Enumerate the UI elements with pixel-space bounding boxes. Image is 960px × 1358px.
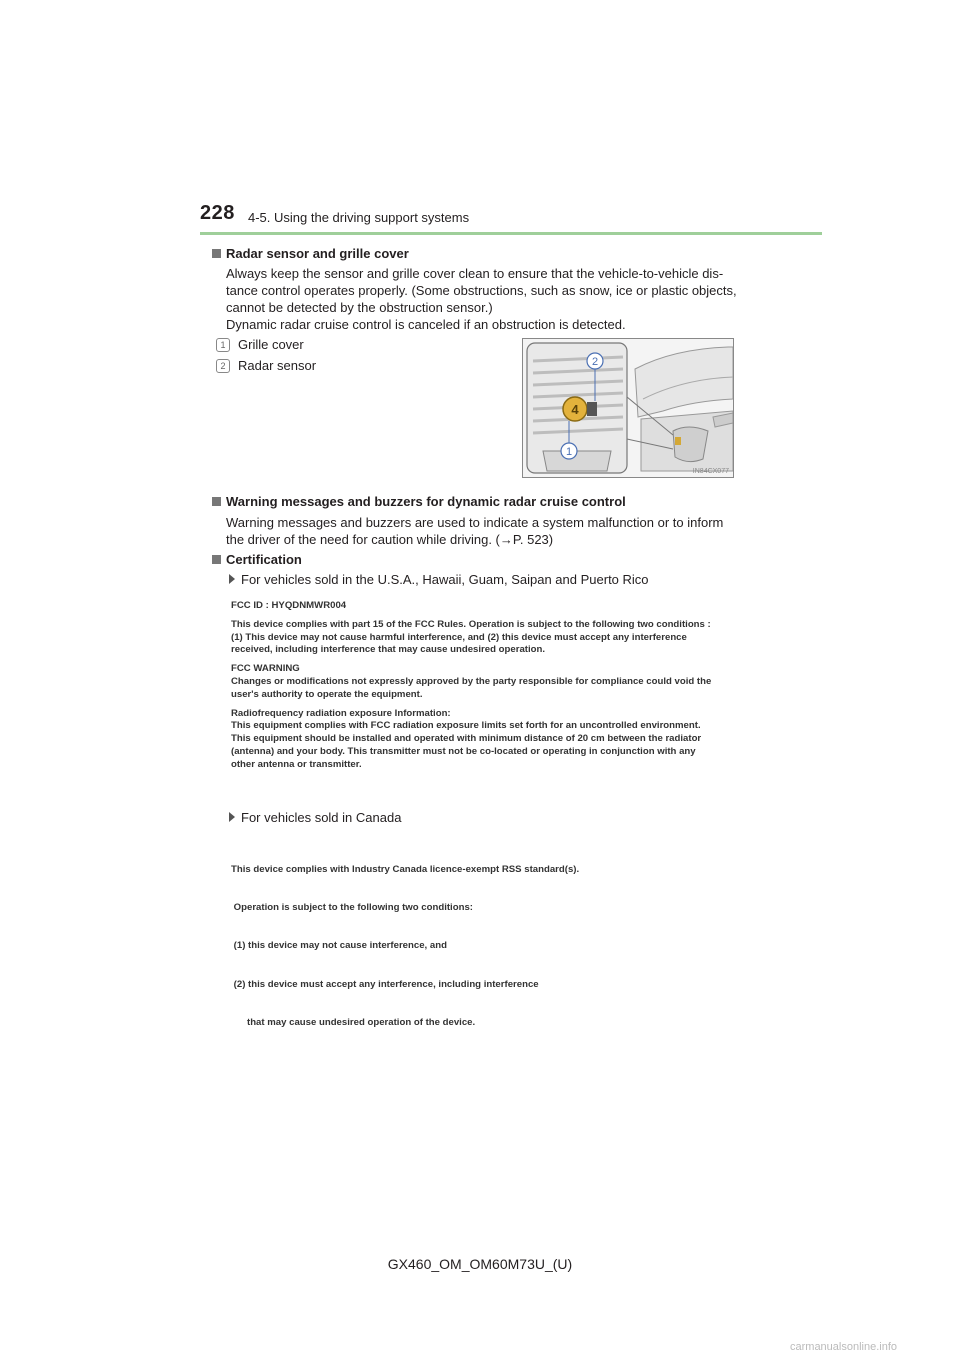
radar-heading-text: Radar sensor and grille cover xyxy=(226,246,409,261)
canada-bullet xyxy=(229,810,401,825)
fcc-label-line: Radiofrequency radiation exposure Information: xyxy=(231,707,451,719)
fcc-label-line: This equipment complies with FCC radiation exposure limits set forth for an uncontrolled environment. xyxy=(231,720,701,732)
header-rule xyxy=(200,232,822,235)
ic-label-line: Operation is subject to the following two conditions: xyxy=(231,901,473,913)
ic-label-line: (1) this device may not cause interference, and xyxy=(231,940,447,952)
radar-sensor-drawing xyxy=(523,339,733,477)
warning-paragraph-line: the driver of the need for caution while driving. (→P. 523) xyxy=(226,532,554,547)
certification-heading-text: Certification xyxy=(226,552,302,567)
square-bullet-icon xyxy=(212,497,221,506)
figure-code: IN84CX077 xyxy=(692,468,729,475)
ic-label xyxy=(231,838,579,1043)
svg-text:4: 4 xyxy=(571,402,579,417)
fcc-label-line: (antenna) and your body. This transmitter must not be co-located or operating in conjunction with any xyxy=(231,745,696,757)
fcc-label-line: This equipment should be installed and operated with minimum distance of 20 cm between the radiator xyxy=(231,733,702,745)
document-code: GX460_OM_OM60M73U_(U) xyxy=(387,1256,573,1272)
figure-marker-1: 1 xyxy=(565,446,573,458)
warning-paragraph-line: Warning messages and buzzers are used to indicate a system malfunction or to inform xyxy=(226,515,724,530)
square-bullet-icon xyxy=(212,249,221,258)
fcc-label-line: user's authority to operate the equipment. xyxy=(231,688,423,700)
radar-paragraph-line: Always keep the sensor and grille cover clean to ensure that the vehicle-to-vehicle dis- xyxy=(226,266,724,281)
fcc-label-line: Changes or modifications not expressly approved by the party responsible for compliance could void the xyxy=(231,675,712,687)
fcc-label-line: FCC ID : HYQDNMWR004 xyxy=(231,600,347,611)
radar-sensor-illustration xyxy=(522,338,734,478)
us-bullet xyxy=(229,572,649,587)
ic-label-line: This device complies with Industry Canada licence-exempt RSS standard(s). xyxy=(231,863,580,875)
fcc-label-line: received, including interference that may cause undesired operation. xyxy=(231,644,546,656)
canada-bullet-text: For vehicles sold in Canada xyxy=(241,810,402,825)
square-bullet-icon xyxy=(212,555,221,564)
radar-paragraph-line: cannot be detected by the obstruction sensor.) xyxy=(226,300,493,315)
section-title: 4-5. Using the driving support systems xyxy=(248,210,470,225)
page-number: 228 xyxy=(200,202,235,224)
fcc-label-line: (1) This device may not cause harmful interference, and (2) this device must accept any interference xyxy=(231,631,687,643)
fcc-label-line: FCC WARNING xyxy=(231,663,300,675)
callout-number: 2 xyxy=(216,359,230,373)
warning-heading-text: Warning messages and buzzers for dynamic radar cruise control xyxy=(226,494,626,509)
ic-label-line: (2) this device must accept any interference, including interference xyxy=(231,978,539,990)
callout-radar-sensor xyxy=(216,358,316,373)
callout-number: 1 xyxy=(216,338,230,352)
radar-heading xyxy=(212,246,409,261)
warning-heading xyxy=(212,494,626,509)
warning-paragraph xyxy=(226,514,723,548)
callout-label: Radar sensor xyxy=(238,358,317,373)
triangle-bullet-icon xyxy=(229,812,235,822)
us-bullet-text: For vehicles sold in the U.S.A., Hawaii, Guam, Saipan and Puerto Rico xyxy=(241,572,649,587)
certification-heading xyxy=(212,552,302,567)
figure-marker-2: 2 xyxy=(591,356,599,368)
watermark: carmanualsonline.info xyxy=(790,1341,898,1353)
triangle-bullet-icon xyxy=(229,574,235,584)
radar-paragraph-line: tance control operates properly. (Some obstructions, such as snow, ice or plastic objects, xyxy=(226,283,737,298)
callout-label: Grille cover xyxy=(238,337,304,352)
fcc-label-line: This device complies with part 15 of the FCC Rules. Operation is subject to the following two conditions : xyxy=(231,618,711,630)
radar-paragraph xyxy=(226,265,737,333)
fcc-label xyxy=(231,600,711,772)
callout-grille-cover xyxy=(216,337,304,352)
fcc-label-line: other antenna or transmitter. xyxy=(231,758,362,770)
radar-paragraph-line: Dynamic radar cruise control is canceled if an obstruction is detected. xyxy=(226,317,626,332)
ic-label-line: that may cause undesired operation of the device. xyxy=(231,1017,476,1029)
